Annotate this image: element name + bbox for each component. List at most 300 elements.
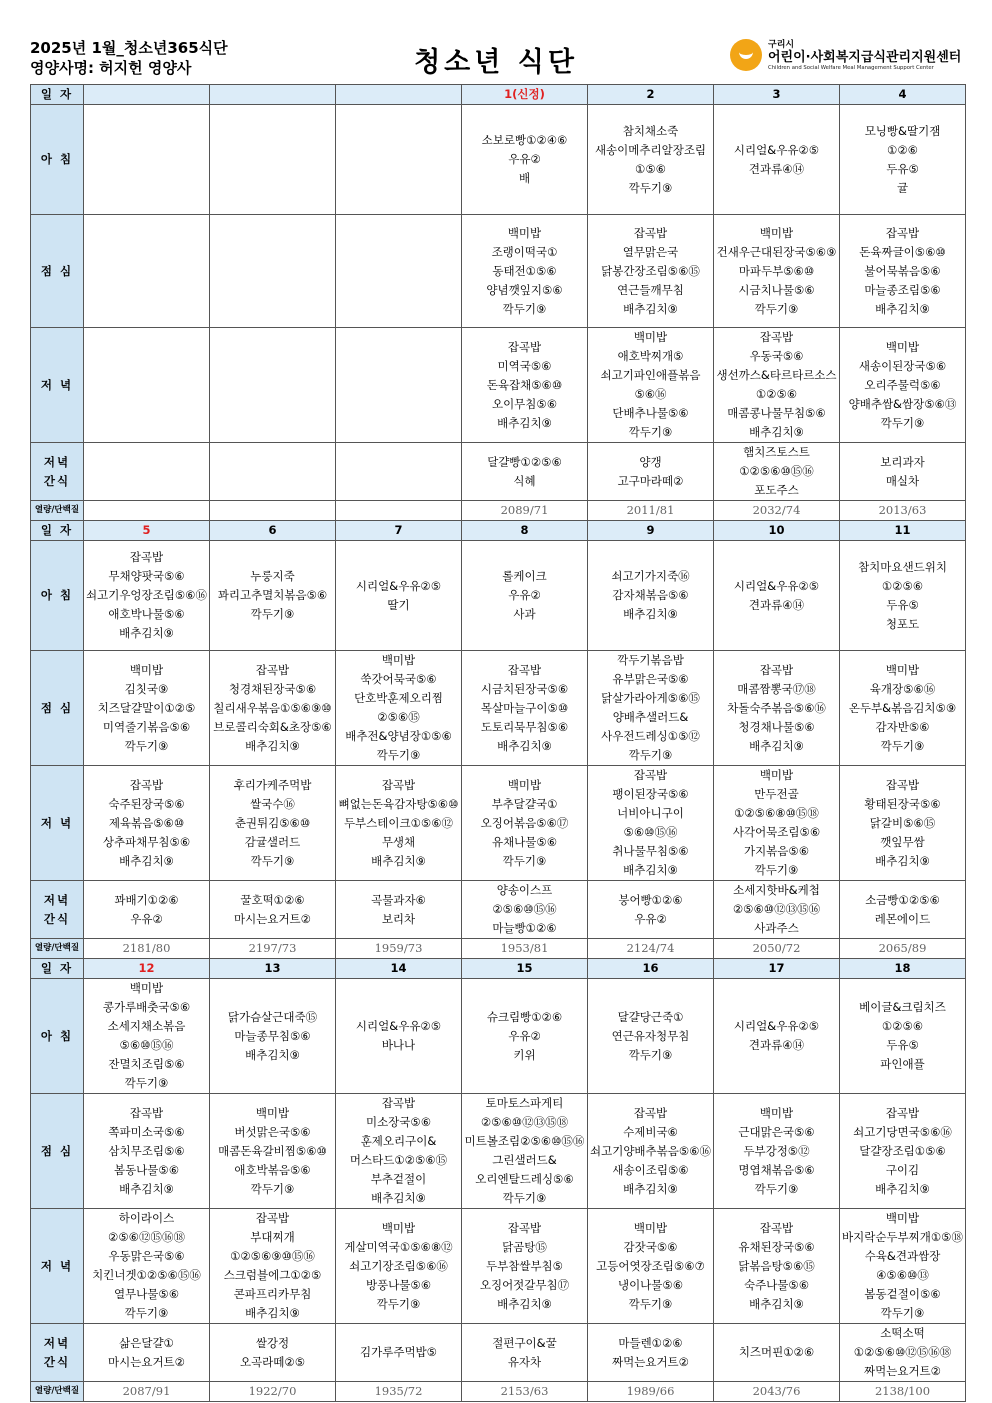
menu-item: 포도주스 <box>754 483 799 497</box>
menu-item: 취나물무침⑤⑥ <box>612 844 689 858</box>
menu-item: 연근유자청무침 <box>611 1028 690 1043</box>
menu-item: 새송이된장국⑤⑥ <box>858 358 947 373</box>
menu-item: 머스타드①②⑤⑥⑮ <box>349 1153 448 1167</box>
menu-item: 조랭이떡국① <box>491 244 558 259</box>
menu-item: 삶은달걀① <box>119 1335 174 1350</box>
lunch-cell <box>840 1094 966 1209</box>
menu-item: 우유② <box>130 911 163 926</box>
menu-item: 우유② <box>508 1028 541 1043</box>
menu-item: 마늘종조림⑤⑥ <box>864 282 941 297</box>
menu-item: 훈제오리구이& <box>360 1134 437 1148</box>
menu-item: 온두부&볶음김치⑤⑨ <box>848 700 957 715</box>
day-date: 3 <box>714 85 840 105</box>
menu-item: 백미밥 <box>129 981 164 995</box>
menu-item: 오곡라떼②⑤ <box>239 1354 306 1369</box>
menu-item: 두부강정⑤⑫ <box>743 1143 810 1158</box>
menu-item: 청경채나물⑤⑥ <box>738 719 815 734</box>
menu-item: 숙주나물⑤⑥ <box>743 1277 810 1292</box>
menu-item: 시리얼&우유②⑤ <box>733 142 820 157</box>
menu-item: 상추파채무침⑤⑥ <box>102 834 191 849</box>
menu-item: 시금치된장국⑤⑥ <box>480 681 569 696</box>
menu-item: 양배추쌈&쌈장⑤⑥⑬ <box>848 396 957 411</box>
menu-item: ①⑤⑥ <box>635 161 666 176</box>
menu-item: 연근들깨무침 <box>617 282 684 297</box>
calorie-protein: 2065/89 <box>840 939 966 959</box>
breakfast-cell <box>210 979 336 1094</box>
menu-item: 미역줄기볶음⑤⑥ <box>102 719 191 734</box>
lunch-cell <box>714 1094 840 1209</box>
menu-item: 견과류④⑭ <box>748 1038 805 1052</box>
menu-item: 브로콜리숙회&초장⑤⑥ <box>213 719 332 734</box>
menu-item: 깍두기⑨ <box>124 738 169 753</box>
menu-item: 명엽채볶음⑤⑥ <box>738 1162 815 1177</box>
lunch-cell <box>210 651 336 766</box>
day-date: 1(신정) <box>462 85 588 105</box>
breakfast-cell <box>336 541 462 651</box>
menu-item: 목살마늘구이⑤⑩ <box>480 700 569 715</box>
menu-item: 애호박찌개⑤ <box>617 349 684 363</box>
menu-item: 두부스테이크①⑤⑥⑫ <box>343 815 454 830</box>
menu-item: 유채나물⑤⑥ <box>491 834 558 849</box>
lunch-cell <box>714 651 840 766</box>
day-date: 7 <box>336 521 462 541</box>
day-date: 8 <box>462 521 588 541</box>
snack-cell <box>336 443 462 501</box>
menu-item: 매콤돈육갈비찜⑤⑥⑩ <box>218 1143 327 1158</box>
menu-item: 깍두기⑨ <box>628 748 673 762</box>
lunch-row <box>31 651 966 766</box>
menu-item: 소금빵①②⑤⑥ <box>865 892 940 907</box>
menu-item: 무생채 <box>381 834 416 849</box>
lunch-label: 점 심 <box>31 1094 84 1209</box>
breakfast-cell <box>84 541 210 651</box>
menu-item: 너비아니구이 <box>617 806 684 820</box>
menu-item: 고등어엿장조림⑤⑥⑦ <box>596 1258 705 1273</box>
calorie-protein <box>84 501 210 521</box>
menu-item: 백미밥 <box>759 768 794 782</box>
menu-item: 마늘빵①②⑥ <box>492 921 557 935</box>
menu-item: 잡곡밥 <box>885 777 920 792</box>
menu-item: 오이무침⑤⑥ <box>491 396 558 411</box>
menu-item: 사각어묵조림⑤⑥ <box>732 825 821 839</box>
lunch-cell <box>462 215 588 328</box>
menu-item: 누룽지죽 <box>250 569 295 583</box>
menu-item: 오리주물럭⑤⑥ <box>864 377 941 392</box>
menu-item: 유자차 <box>507 1354 542 1369</box>
logo-city: 구리시 <box>768 40 795 50</box>
menu-item: 꽈배기①②⑥ <box>114 892 179 907</box>
breakfast-cell <box>336 979 462 1094</box>
dinner-cell <box>840 1209 966 1324</box>
menu-item: 배추김치⑨ <box>119 1181 174 1196</box>
menu-item: 닭곰탕⑮ <box>502 1239 547 1254</box>
breakfast-label: 아 침 <box>31 105 84 215</box>
lunch-row <box>31 215 966 328</box>
snack-cell <box>714 1324 840 1382</box>
menu-item: 깍두기⑨ <box>628 180 673 195</box>
menu-item: 쇠고기우엉장조림⑤⑥⑯ <box>86 588 207 602</box>
lunch-row <box>31 1094 966 1209</box>
menu-item: 미트볼조림②⑤⑥⑩⑮⑯ <box>464 1134 585 1148</box>
snack-row <box>31 881 966 939</box>
menu-item: 잡곡밥 <box>255 1211 290 1225</box>
menu-item: ①②⑤⑥⑧⑩⑮⑱ <box>734 806 819 820</box>
dinner-label: 저 녁 <box>31 328 84 443</box>
menu-item: ②⑤⑥⑩⑫⑬⑮⑯ <box>732 902 821 916</box>
menu-item: 배추김치⑨ <box>875 301 930 316</box>
calorie-protein: 1989/66 <box>588 1382 714 1402</box>
lunch-cell <box>588 651 714 766</box>
snack-cell <box>84 881 210 939</box>
menu-item: 꽈리고추멸치볶음⑤⑥ <box>217 588 328 602</box>
calorie-protein: 2089/71 <box>462 501 588 521</box>
snack-label-line: 저녁 <box>43 454 71 469</box>
day-date: 17 <box>714 959 840 979</box>
dinner-cell <box>84 1209 210 1324</box>
menu-item: 백미밥 <box>759 225 794 240</box>
dinner-cell <box>336 1209 462 1324</box>
dinner-label: 저 녁 <box>31 1209 84 1324</box>
snack-cell <box>210 881 336 939</box>
menu-item: 깍두기⑨ <box>124 1076 169 1090</box>
breakfast-row <box>31 541 966 651</box>
menu-item: 사과주스 <box>754 921 799 935</box>
menu-item: 마늘종무침⑤⑥ <box>234 1028 311 1043</box>
menu-item: 바나나 <box>381 1038 416 1052</box>
menu-item: 배추김치⑨ <box>119 853 174 868</box>
breakfast-cell <box>210 105 336 215</box>
snack-label-line: 간식 <box>43 1354 71 1369</box>
snack-cell <box>840 1324 966 1382</box>
menu-item: ②⑤⑥⑮ <box>377 710 420 724</box>
calorie-protein: 2013/63 <box>840 501 966 521</box>
menu-item: 양배추샐러드& <box>612 710 689 724</box>
snack-cell <box>210 443 336 501</box>
menu-item: 백미밥 <box>759 1105 794 1120</box>
menu-item: 깍두기⑨ <box>880 1306 925 1320</box>
menu-item: 열무나물⑤⑥ <box>113 1287 180 1301</box>
lunch-cell <box>588 215 714 328</box>
calorie-protein: 2181/80 <box>84 939 210 959</box>
breakfast-cell <box>588 979 714 1094</box>
menu-item: 매실차 <box>885 473 920 488</box>
menu-item: ②⑤⑥⑫⑮⑯⑱ <box>108 1230 185 1244</box>
dinner-cell <box>462 328 588 443</box>
breakfast-cell <box>840 105 966 215</box>
lunch-cell <box>210 215 336 328</box>
snack-cell <box>840 443 966 501</box>
menu-item: 곡물과자⑥ <box>371 892 426 907</box>
lunch-cell <box>588 1094 714 1209</box>
menu-item: 닭볶음탕⑤⑥⑮ <box>738 1258 815 1273</box>
menu-item: 매콤콩나물무침⑤⑥ <box>727 406 826 420</box>
snack-cell <box>588 443 714 501</box>
breakfast-cell <box>714 105 840 215</box>
dinner-cell <box>588 328 714 443</box>
menu-item: 마시는요거트② <box>234 911 311 926</box>
meal-plan-table <box>30 84 966 1402</box>
menu-item: 백미밥 <box>633 1220 668 1235</box>
day-date: 11 <box>840 521 966 541</box>
breakfast-label: 아 침 <box>31 979 84 1094</box>
menu-item: 양념깻잎지⑤⑥ <box>486 282 563 297</box>
menu-item: 제육볶음⑤⑥⑩ <box>108 815 185 830</box>
lunch-label: 점 심 <box>31 651 84 766</box>
snack-row <box>31 443 966 501</box>
menu-item: 배추김치⑨ <box>497 415 552 430</box>
menu-item: 배 <box>518 171 531 185</box>
menu-item: 잡곡밥 <box>129 1105 164 1120</box>
menu-item: 청포도 <box>885 616 920 631</box>
menu-item: 배추김치⑨ <box>119 626 174 640</box>
menu-item: 잡곡밥 <box>759 1220 794 1235</box>
menu-item: 배추김치⑨ <box>623 301 678 316</box>
dinner-cell <box>210 1209 336 1324</box>
menu-item: 잡곡밥 <box>633 768 668 782</box>
menu-item: 콩가루배춧국⑤⑥ <box>102 1000 191 1014</box>
lunch-cell <box>336 1094 462 1209</box>
calorie-protein: 2087/91 <box>84 1382 210 1402</box>
menu-item: 냉이나물⑤⑥ <box>617 1277 684 1292</box>
menu-item: 베이글&크림치즈 <box>859 1000 946 1014</box>
menu-item: ⑤⑥⑯ <box>634 387 667 401</box>
menu-item: 애호박볶음⑤⑥ <box>234 1162 311 1177</box>
dinner-cell <box>210 766 336 881</box>
menu-item: 깍두기⑨ <box>124 1306 169 1320</box>
menu-item: 황태된장국⑤⑥ <box>864 796 941 811</box>
calorie-protein: 2011/81 <box>588 501 714 521</box>
dinner-cell <box>588 766 714 881</box>
menu-item: 참치마요샌드위치 <box>858 559 947 574</box>
snack-cell <box>84 443 210 501</box>
menu-item: 잡곡밥 <box>129 550 164 564</box>
menu-item: 치즈달걀말이①②⑤ <box>97 700 196 715</box>
menu-item: 붕어빵①②⑥ <box>618 892 683 907</box>
snack-cell <box>462 443 588 501</box>
menu-item: 잡곡밥 <box>507 339 542 354</box>
menu-item: 오리엔탈드레싱⑤⑥ <box>475 1172 574 1186</box>
ratio-label: 열량/단백질 <box>31 501 84 521</box>
snack-label <box>31 1324 84 1382</box>
menu-item: 레몬에이드 <box>874 911 931 926</box>
menu-item: 우유② <box>508 152 541 166</box>
menu-item: 딸기 <box>387 597 410 612</box>
menu-item: 배추김치⑨ <box>623 607 678 621</box>
breakfast-cell <box>462 105 588 215</box>
menu-item: 단호박훈제오리찜 <box>354 691 443 705</box>
menu-item: 배추김치⑨ <box>749 738 804 753</box>
menu-item: 깍두기⑨ <box>628 1296 673 1311</box>
snack-cell <box>714 443 840 501</box>
menu-item: 칠리새우볶음①⑤⑥⑨⑩ <box>213 700 332 715</box>
menu-item: 견과류④⑭ <box>748 597 805 612</box>
ratio-label: 열량/단백질 <box>31 939 84 959</box>
snack-cell <box>588 1324 714 1382</box>
ratio-row <box>31 1382 966 1402</box>
calorie-protein <box>210 501 336 521</box>
menu-item: 감자반⑤⑥ <box>875 719 930 734</box>
breakfast-cell <box>210 541 336 651</box>
menu-item: 소세지채소볶음 <box>107 1019 186 1033</box>
menu-item: 깍두기⑨ <box>502 1191 547 1205</box>
menu-item: 양갱 <box>639 454 662 469</box>
center-logo <box>730 37 970 77</box>
day-date: 18 <box>840 959 966 979</box>
menu-item: 육개장⑤⑥⑯ <box>869 681 936 696</box>
menu-item: 생선까스&타르타르소스 <box>716 368 837 382</box>
breakfast-row <box>31 979 966 1094</box>
logo-english-name: Children and Social Welfare Meal Management Support Center <box>768 65 934 71</box>
menu-item: 감귤샐러드 <box>244 834 301 849</box>
menu-item: 배추김치⑨ <box>497 738 552 753</box>
calorie-protein: 2197/73 <box>210 939 336 959</box>
menu-item: 유채된장국⑤⑥ <box>738 1239 815 1254</box>
menu-item: 우동맑은국⑤⑥ <box>108 1249 185 1263</box>
snack-cell <box>588 881 714 939</box>
breakfast-label: 아 침 <box>31 541 84 651</box>
menu-item: 깍두기⑨ <box>754 863 799 877</box>
menu-item: 깍두기⑨ <box>880 415 925 430</box>
menu-item: 깍두기⑨ <box>628 1047 673 1062</box>
day-date <box>84 85 210 105</box>
lunch-cell <box>714 215 840 328</box>
dinner-cell <box>714 1209 840 1324</box>
menu-item: 사우전드레싱①⑤⑫ <box>601 729 700 743</box>
menu-item: 시리얼&우유②⑤ <box>355 578 442 593</box>
menu-item: 불어묵볶음⑤⑥ <box>864 263 941 278</box>
menu-item: 짜먹는요거트② <box>612 1354 689 1369</box>
menu-item: 부추겉절이 <box>370 1172 427 1186</box>
menu-item: 구이김 <box>885 1162 920 1177</box>
dinner-cell <box>84 766 210 881</box>
lunch-cell <box>462 1094 588 1209</box>
day-date: 5 <box>84 521 210 541</box>
menu-item: 롤케이크 <box>502 569 547 583</box>
menu-item: 보리차 <box>381 911 416 926</box>
lunch-label: 점 심 <box>31 215 84 328</box>
snack-cell <box>84 1324 210 1382</box>
calorie-protein: 2153/63 <box>462 1382 588 1402</box>
menu-item: 만두전골 <box>754 787 799 801</box>
menu-item: 오징어볶음⑤⑥⑰ <box>480 815 569 830</box>
menu-item: 닭가슴살근대죽⑮ <box>227 1009 318 1024</box>
date-row <box>31 85 966 105</box>
menu-item: 깍두기⑨ <box>880 738 925 753</box>
menu-item: 김가루주먹밥⑤ <box>360 1345 437 1359</box>
calorie-protein: 2043/76 <box>714 1382 840 1402</box>
menu-item: 깍두기⑨ <box>502 301 547 316</box>
menu-item: 마시는요거트② <box>108 1354 185 1369</box>
menu-item: 배추김치⑨ <box>245 1047 300 1062</box>
menu-item: 배추김치⑨ <box>245 1306 300 1320</box>
menu-item: 백미밥 <box>885 339 920 354</box>
menu-item: 두유⑤ <box>886 1038 919 1052</box>
menu-item: 꿀호떡①②⑥ <box>240 892 305 907</box>
lunch-cell <box>462 651 588 766</box>
menu-item: 돈육잡채⑤⑥⑩ <box>486 377 563 392</box>
menu-item: 하이라이스 <box>118 1211 175 1225</box>
menu-item: 깻잎무쌈 <box>880 834 925 849</box>
snack-cell <box>462 1324 588 1382</box>
menu-item: 토마토스파게티 <box>485 1096 564 1110</box>
menu-item: 우동국⑤⑥ <box>749 349 804 363</box>
menu-item: 가지볶음⑤⑥ <box>743 844 810 858</box>
dinner-cell <box>462 1209 588 1324</box>
menu-item: 잡곡밥 <box>759 330 794 344</box>
menu-item: ②⑤⑥⑩⑮⑯ <box>492 902 557 916</box>
menu-item: 시리얼&우유②⑤ <box>733 578 820 593</box>
menu-item: 쇠고기장조림⑤⑥⑯ <box>349 1258 448 1273</box>
breakfast-cell <box>714 541 840 651</box>
menu-item: 숙주된장국⑤⑥ <box>108 796 185 811</box>
menu-item: 새송이조림⑤⑥ <box>612 1162 689 1177</box>
date-label: 일 자 <box>31 959 84 979</box>
menu-item: 보리과자 <box>880 454 925 469</box>
snack-label-line: 간식 <box>43 473 71 488</box>
menu-item: 근대맑은국⑤⑥ <box>738 1124 815 1139</box>
menu-item: 깍두기⑨ <box>628 425 673 439</box>
day-date <box>210 85 336 105</box>
smile-logo-icon <box>730 39 762 71</box>
dinner-cell <box>840 328 966 443</box>
menu-item: 오징어젓갈무침⑰ <box>479 1277 570 1292</box>
menu-item: 소떡소떡 <box>880 1326 925 1340</box>
lunch-cell <box>336 215 462 328</box>
menu-item: 스크럼블에그①②⑤ <box>223 1268 322 1282</box>
calorie-protein: 2138/100 <box>840 1382 966 1402</box>
menu-item: 달걀장조림①⑤⑥ <box>859 1143 946 1158</box>
menu-item: 백미밥 <box>129 662 164 677</box>
snack-cell <box>210 1324 336 1382</box>
menu-item: 청경채된장국⑤⑥ <box>228 681 317 696</box>
day-date: 15 <box>462 959 588 979</box>
menu-item: 우유② <box>634 911 667 926</box>
dinner-cell <box>840 766 966 881</box>
breakfast-cell <box>588 105 714 215</box>
menu-item: ①②⑤⑥ <box>881 578 924 593</box>
calorie-protein: 1922/70 <box>210 1382 336 1402</box>
menu-item: 배추김치⑨ <box>749 425 804 439</box>
menu-item: 달걀당근죽① <box>617 1009 684 1024</box>
menu-item: ②⑤⑥⑩⑫⑬⑮⑱ <box>480 1115 569 1129</box>
day-date: 2 <box>588 85 714 105</box>
breakfast-cell <box>840 979 966 1094</box>
menu-item: ④⑤⑥⑩⑬ <box>876 1268 929 1282</box>
menu-item: 매콤짬뽕국⑰⑱ <box>737 681 816 696</box>
menu-item: 열무맑은국 <box>622 244 679 259</box>
menu-item: 치킨너겟①②⑤⑥⑮⑯ <box>92 1268 201 1282</box>
menu-item: 식혜 <box>513 473 536 488</box>
menu-item: 잡곡밥 <box>507 1220 542 1235</box>
menu-item: 파인애플 <box>880 1057 925 1071</box>
menu-item: 백미밥 <box>885 662 920 677</box>
menu-item: 쇠고기파인애플볶음 <box>600 368 701 382</box>
menu-item: ①②⑤⑥⑩⑫⑮⑯⑱ <box>853 1345 952 1359</box>
menu-item: 잡곡밥 <box>885 225 920 240</box>
menu-item: 감자채볶음⑤⑥ <box>612 588 689 602</box>
menu-item: ⑤⑥⑩⑮⑯ <box>119 1038 174 1052</box>
dinner-cell <box>462 766 588 881</box>
menu-item: 쪽파미소국⑤⑥ <box>108 1124 185 1139</box>
snack-label-line: 저녁 <box>43 892 71 907</box>
menu-item: 미소장국⑤⑥ <box>365 1115 432 1129</box>
lunch-cell <box>840 215 966 328</box>
snack-cell <box>462 881 588 939</box>
menu-item: 새송이메추리알장조림 <box>594 142 707 157</box>
menu-item: 잡곡밥 <box>381 1096 416 1110</box>
menu-item: 팽이된장국⑤⑥ <box>612 787 689 801</box>
menu-item: 우유② <box>508 588 541 602</box>
